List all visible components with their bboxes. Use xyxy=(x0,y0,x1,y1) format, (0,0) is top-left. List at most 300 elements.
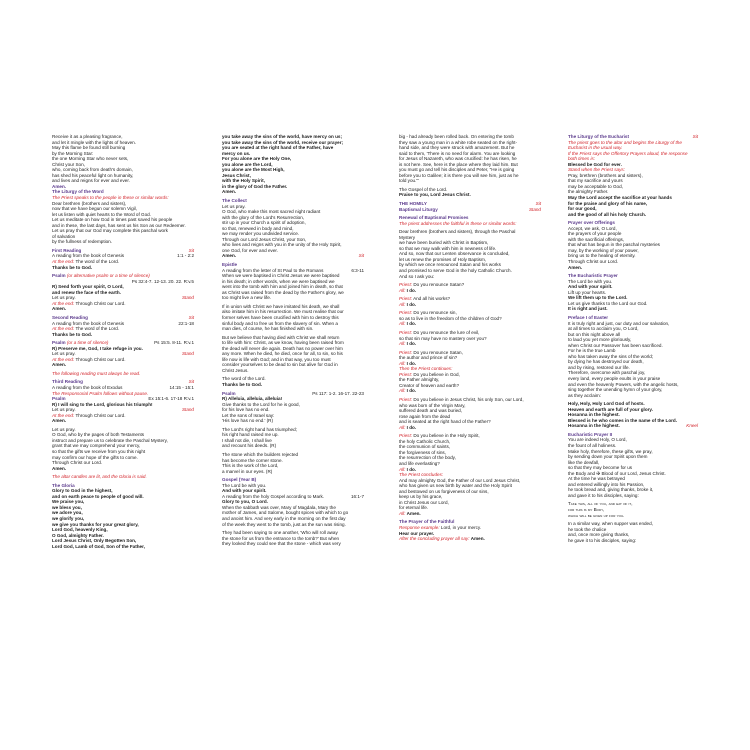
rubric: All: xyxy=(399,424,406,430)
text-line: O God, who by the pages of both Testaments xyxy=(52,432,145,438)
may-the-lord xyxy=(568,195,698,217)
text-line: the prayers of your people xyxy=(568,231,622,237)
amen: Amen. xyxy=(52,465,67,471)
text-line: Eucharist in the usual way. xyxy=(568,145,623,151)
reading-cite: 14:15 - 15:1 xyxy=(169,384,194,390)
psalm-cite: Ps 32:4-7. 12-13. 20. 22. R:v.5 xyxy=(131,278,194,284)
preface-heading: Preface I of Easter xyxy=(568,314,609,320)
rubric: Response example: xyxy=(399,525,440,530)
thanks-response: Thanks be to God. xyxy=(52,331,93,337)
response: Glory to you, O Lord. xyxy=(222,499,268,505)
response: The word of the Lord. xyxy=(222,376,266,382)
ep2-heading: Eucharistic Prayer II xyxy=(568,431,613,437)
text-line: by sending down your Spirit upon them xyxy=(568,454,648,460)
gospel-continued xyxy=(399,134,541,184)
offerings-heading: Prayer over Offerings xyxy=(568,220,615,226)
text-line: and entered willingly into his Passion, xyxy=(568,481,645,487)
rubric xyxy=(568,140,698,162)
text-line: we bless you, xyxy=(52,504,82,510)
text-line: now that we have begun our solemn Vigil, xyxy=(52,206,137,212)
dialogue: The Lord be with you. xyxy=(568,278,613,284)
rubric: All: xyxy=(399,388,406,394)
text-line: bring us to the healing of eternity. xyxy=(568,253,636,259)
question: Do you renounce Satan, xyxy=(413,349,463,355)
text-line: Dear brethren (brothers and sisters), xyxy=(52,200,127,206)
rubric: At the end: xyxy=(52,356,75,362)
epistle-paragraph xyxy=(222,304,364,332)
text-line: and lives and reigns for ever and ever. xyxy=(52,178,130,184)
text-line: every land, every people exults in your praise xyxy=(568,375,661,381)
rubric: At the end: xyxy=(52,300,75,306)
answer: I do. xyxy=(406,301,417,307)
text-line: one God, for ever and ever. xyxy=(222,247,278,253)
text-line: any more. When he died, he died, once for all, to sin, so his xyxy=(222,351,343,357)
text-line: If the Priest says the Offertory Prayers aloud, the response xyxy=(568,150,688,156)
text-line: you take away the sins of the world, have mercy on us; xyxy=(222,134,342,139)
text-line: hand side, and they were struck with amazement. But he xyxy=(399,145,515,151)
rubric: Priest: xyxy=(399,433,413,439)
baptismal-heading: Baptismal Liturgy xyxy=(399,206,438,212)
let-us-pray: Let us pray. xyxy=(52,426,76,432)
rubric: The Priest speaks to the people in these or similar words: xyxy=(52,195,169,201)
reading-ref: A reading from the holy Gospel according to Mark. xyxy=(222,493,325,499)
text-line: as Christ was raised from the dead by the Father's glory, we xyxy=(222,289,344,295)
text-line: When the sabbath was over, Mary of Magdala, Mary the xyxy=(222,504,336,510)
response: The word of the Lord. xyxy=(75,326,120,332)
text-line: Dear brethren (brothers and sisters), through the Paschal xyxy=(399,229,516,235)
rubric: Then the Priest continues: xyxy=(399,366,453,372)
rubric: Priest: xyxy=(399,329,413,335)
text-line: mercy on us. xyxy=(222,150,251,156)
text-line: by the Morning Star: xyxy=(52,150,94,156)
psalm-response: R) I will sing to the Lord, glorious his triumph! xyxy=(52,401,153,407)
text-line: told you."' xyxy=(399,178,419,184)
gospel-paragraph xyxy=(222,530,364,547)
text-line: and bestowed on us forgiveness of our sins, xyxy=(399,488,489,494)
text-line: Hosanna in the highest. xyxy=(568,412,620,418)
response: We lift them up to the Lord. xyxy=(568,295,628,301)
text-line: when Christ our Passover has been sacrificed. xyxy=(568,342,663,348)
text-line: let us renew the promises of Holy Baptism, xyxy=(399,256,487,262)
question: Do you renounce Satan? xyxy=(413,282,465,288)
psalm-heading: Psalm xyxy=(52,273,66,279)
text-line: in his death; in other words, when we were baptised we xyxy=(222,278,335,284)
gloria-heading: The Gloria xyxy=(52,482,75,488)
text-line: by which we once renounced Satan and his works xyxy=(399,262,501,268)
text-line: For you alone are the Holy One, xyxy=(222,156,292,162)
text-line: with the sacrificial offerings, xyxy=(568,236,625,242)
text-line: may, by the working of your power, xyxy=(568,247,639,253)
gospel-paragraph xyxy=(222,505,364,527)
collect-prayer xyxy=(52,432,194,465)
text-line: with the Holy Spirit, xyxy=(222,178,265,184)
text-line: former selves have been crucified with him to destroy this xyxy=(222,314,339,320)
text-line: Creator of heaven and earth? xyxy=(399,382,460,388)
amen: Amen. xyxy=(52,362,67,368)
section-heading-liturgy-word: The Liturgy of the Word xyxy=(52,189,104,195)
text-line: too might live a new life. xyxy=(222,295,272,301)
text-line: the Body and ✠ Blood of our Lord, Jesus Christ. xyxy=(568,470,666,476)
similar-way xyxy=(568,521,698,543)
response: Lord, in your mercy. xyxy=(440,525,482,530)
epistle-heading: Epistle xyxy=(222,262,238,268)
reading-cite: 6:3-11 xyxy=(351,267,364,273)
psalm-cite: Ps 15:5. 8-11. R:v.1 xyxy=(154,340,194,346)
dialogue: Let us give thanks to the Lord our God. xyxy=(568,300,648,306)
posture-stand: Stand xyxy=(181,295,194,301)
text-line: in Christ Jesus our Lord, xyxy=(399,499,449,505)
text-line: so that, renewed in body and mind, xyxy=(222,225,294,231)
response: Praise to you, Lord Jesus Christ. xyxy=(399,192,471,198)
text-line: for Jesus of Nazareth, who was crucified: he has risen, he xyxy=(399,156,517,162)
text-line: At the time he was betrayed xyxy=(568,476,625,482)
consecration-words xyxy=(568,501,698,518)
let-us-pray: Let us pray. xyxy=(52,407,76,413)
epistle-paragraph xyxy=(222,273,364,301)
text-line: Through Christ our Lord. xyxy=(52,460,103,466)
text-line: you alone are the Lord, xyxy=(222,161,273,167)
rubric: Priest: xyxy=(399,282,413,288)
text-line: who lives and reigns with you in the unity of the Holy Spirit, xyxy=(222,242,342,248)
rubric: All: xyxy=(399,321,406,327)
text-line: went into the tomb with him and joined him in death, so that xyxy=(222,284,343,290)
psalm-response: R) Alleluia, alleluia, alleluia! xyxy=(222,396,283,402)
rubric: At the end: xyxy=(52,326,75,332)
text-line: you are seated at the right hand of the Father, have xyxy=(222,145,334,151)
text-line: they looked they could see that the stone - which was very xyxy=(222,541,341,547)
let-us-pray: Let us pray. xyxy=(52,351,76,357)
text-line: the communion of saints, xyxy=(399,444,451,450)
column-1 xyxy=(52,134,194,549)
answer: I do. xyxy=(406,360,417,366)
posture-stand: Stand xyxy=(528,206,541,212)
rubric: (or a time of silence) xyxy=(66,340,109,346)
answer: I do. xyxy=(406,466,417,472)
eucharistic-prayer-heading: The Eucharistic Prayer xyxy=(568,273,618,279)
text-line: the Father almighty, xyxy=(399,377,440,383)
text-line: You are indeed Holy, O Lord, xyxy=(568,437,627,443)
question: Do you believe in God, xyxy=(413,371,460,377)
question: Do you believe in the Holy Spirit, xyxy=(413,433,480,439)
text-line: Receive it as a pleasing fragrance, xyxy=(52,134,123,139)
response: Blessed be God for ever. xyxy=(568,161,622,167)
text-line: for his love has no end. xyxy=(222,407,270,413)
response: It is right and just. xyxy=(568,306,608,312)
rubric: At the end: xyxy=(52,259,75,265)
amen: Amen. xyxy=(568,264,583,270)
text-line: said to them, 'There is no need for alarm. You are looking xyxy=(399,150,516,156)
psalm-response xyxy=(52,284,194,295)
posture-sit: Sit xyxy=(188,379,194,385)
text-line: It is truly right and just, our duty and our salvation, xyxy=(568,320,670,326)
priest-introduction xyxy=(52,201,194,245)
text-line: And so I ask you: xyxy=(399,273,435,279)
rubric: Priest: xyxy=(399,296,413,302)
rubric: All: xyxy=(399,341,406,347)
rubric: All: xyxy=(399,360,406,366)
text-line: a marvel in our eyes. (R) xyxy=(222,468,273,474)
text-line: may be acceptable to God, xyxy=(568,183,623,189)
text-line: may confirm our hope of the gifts to come. xyxy=(52,454,138,460)
psalm-cite: Ps 117: 1-2. 16-17. 22-23 xyxy=(312,390,364,396)
text-line: man dies, of course, he has finished with sin. xyxy=(222,326,314,332)
amen: Amen. xyxy=(52,418,67,424)
text-line: we may render you undivided service. xyxy=(222,231,300,237)
response: Through Christ our Lord. xyxy=(75,412,126,418)
text-line: In a similar way, when supper was ended, xyxy=(568,521,653,527)
third-reading-heading: Third Reading xyxy=(52,379,83,385)
text-line: sing together the unending hymn of your glory, xyxy=(568,387,663,393)
response: Through Christ our Lord. xyxy=(75,300,126,306)
text-line: the almighty Father. xyxy=(568,189,609,195)
text-line: that my sacrifice and yours xyxy=(568,178,623,184)
text-line: so that the gifts we receive from you this night xyxy=(52,448,146,454)
second-reading-heading: Second Reading xyxy=(52,314,88,320)
column-3 xyxy=(399,134,541,542)
reading-cite: 16:1-7 xyxy=(350,493,364,499)
text-line: at all times to acclaim you, O Lord, xyxy=(568,326,639,332)
text-line: Take this, all of you, and eat of it, xyxy=(568,501,633,507)
text-line: both times is: xyxy=(568,156,596,162)
answer: I do. xyxy=(406,388,417,394)
answer: I do. xyxy=(406,287,417,293)
psalm-heading: Psalm xyxy=(52,340,66,346)
text-line: the stone for us from the entrance to the tomb?' But when xyxy=(222,535,340,541)
rubric: All: xyxy=(399,301,406,307)
collect-heading: The Collect xyxy=(222,198,247,204)
text-line: R) Send forth your spirit, O Lord, xyxy=(52,284,124,290)
amen: Amen. xyxy=(406,510,421,516)
psalm-verse xyxy=(222,452,364,474)
text-line: and by rising, restored our life. xyxy=(568,364,630,370)
reading-ref: A reading from the book of Exodus xyxy=(52,384,123,390)
question: so that sin may have no mastery over you? xyxy=(399,335,487,341)
text-line: the fount of all holiness. xyxy=(568,442,617,448)
text-line: for this is my Body, xyxy=(568,507,605,512)
answer: I do. xyxy=(406,321,417,327)
text-line: Blessed is he who comes in the name of the Lord. xyxy=(568,417,677,423)
amen: Amen. xyxy=(470,536,485,542)
text-line: who has given us new birth by water and the Holy Spirit xyxy=(399,483,512,489)
thanks-response: Thanks be to God. xyxy=(222,381,263,387)
thanks-response: Thanks be to God. xyxy=(52,264,93,270)
text-line: And may almighty God, the Father of our Lord Jesus Christ, xyxy=(399,477,521,483)
text-line: May the Lord accept the sacrifice at your hands xyxy=(568,195,672,201)
question: Do you believe in Jesus Christ, his only Son, our Lord, xyxy=(413,396,524,402)
amen: Amen. xyxy=(222,189,237,195)
rubric: Priest: xyxy=(399,396,413,402)
psalm-heading: Psalm xyxy=(222,390,236,396)
response: And with your spirit. xyxy=(568,284,613,290)
amen: Amen. xyxy=(222,253,237,259)
text-line: also imitate him in his resurrection. We must realise that our xyxy=(222,309,344,315)
dialogue: Lift up your hearts. xyxy=(568,289,607,295)
text-line: in the glory of God the Father. xyxy=(222,183,288,189)
text-line: of salvation xyxy=(52,233,76,239)
text-line: Through our Lord Jesus Christ, your Son, xyxy=(222,236,307,242)
text-line: life now is life with God; and in that way, you too must xyxy=(222,356,331,362)
text-line: Let us pray. xyxy=(222,203,246,209)
answer: I do. xyxy=(406,341,417,347)
text-line: the forgiveness of sins, xyxy=(399,449,446,455)
text-line: and let it mingle with the lights of heaven. xyxy=(52,139,137,145)
text-line: 'His love has no end.' (R) xyxy=(222,418,274,424)
reading-ref: A reading from the book of Genesis xyxy=(52,320,125,326)
ep2-text xyxy=(568,437,698,498)
text-line: The priest goes to the altar and begins the Liturgy of the xyxy=(568,139,682,145)
rubric: At the end: xyxy=(52,412,75,418)
text-line: and life everlasting? xyxy=(399,460,440,466)
posture-sit: Sit xyxy=(535,201,541,207)
text-line: we give you thanks for your great glory, xyxy=(52,521,139,527)
text-line: his right hand raised me up. xyxy=(222,432,279,438)
text-line: grant that we may comprehend your mercy, xyxy=(52,443,141,449)
rubric: After the concluding prayer all say: xyxy=(399,536,470,542)
text-line: The Lord's right hand has triumphed; xyxy=(222,426,297,432)
amen: Amen. xyxy=(52,306,67,312)
preface-text xyxy=(568,321,698,399)
text-line: This is the work of the Lord, xyxy=(222,463,279,469)
text-line: Lord Jesus Christ, Only Begotten Son, xyxy=(52,538,137,544)
text-line: I shall not die, I shall live xyxy=(222,437,272,443)
text-line: the one Morning Star who never sets, xyxy=(52,156,129,162)
collect-text xyxy=(222,204,364,254)
sanctus xyxy=(568,401,698,423)
text-line: And so, now that our Lenten observance is concluded, xyxy=(399,251,510,257)
dialogue: The Lord be with you. xyxy=(222,482,267,488)
text-line: and, once more giving thanks, xyxy=(568,532,630,538)
text-line: Heaven and earth are full of your glory. xyxy=(568,406,653,412)
response: Through Christ our Lord. xyxy=(75,356,126,362)
gospel-heading: Gospel (Year B) xyxy=(222,477,257,483)
question: Do you renounce sin, xyxy=(413,310,457,316)
text-line: We praise you, xyxy=(52,499,85,505)
text-line: for our good, xyxy=(568,206,597,212)
text-line: that what has begun in the paschal mysteries xyxy=(568,242,660,248)
rubric: (or alternative psalm or a time of silence) xyxy=(66,273,150,279)
text-line: sinful body and to free us from the slavery of sin. When a xyxy=(222,320,338,326)
psalm-verse xyxy=(222,427,364,449)
text-line: the resurrection of the body, xyxy=(399,455,456,461)
text-line: and gave it to his disciples, saying: xyxy=(568,492,639,498)
text-line: has become the corner stone. xyxy=(222,457,283,463)
text-line: Holy, Holy, Holy Lord God of hosts. xyxy=(568,401,645,407)
text-line: for eternal life. xyxy=(399,505,429,511)
text-line: with the glory of the Lord's Resurrection, xyxy=(222,214,305,220)
text-line: and even the heavenly Powers, with the angelic hosts, xyxy=(568,381,679,387)
posture-sit: Sit xyxy=(692,134,698,139)
text-line: O God, almighty Father. xyxy=(52,532,104,538)
text-line: before you to Galilee; it is there you will see him, just as he xyxy=(399,172,519,178)
text-line: you take away the sins of the world, receive our prayer; xyxy=(222,139,344,145)
renewal-text xyxy=(399,229,541,279)
text-line: and on earth peace to people of good will. xyxy=(52,493,144,499)
renewal-heading: Renewal of Baptismal Promises xyxy=(399,215,469,221)
rubric: Priest: xyxy=(399,371,413,377)
response: The word of the Lord. xyxy=(75,259,120,265)
text-line: suffered death and was buried, xyxy=(399,408,462,414)
rubric: All: xyxy=(399,466,406,472)
text-line: and is seated at the right hand of the Father? xyxy=(399,419,491,425)
text-line: he gave it to his disciples, saying: xyxy=(568,537,637,543)
text-line: But we believe that having died with Christ we shall return xyxy=(222,334,340,340)
text-line: Christ your Son, xyxy=(52,161,85,167)
text-line: by dying he has destroyed our death, xyxy=(568,359,644,365)
rubric: The altar candles are lit, and the Gloria is said. xyxy=(52,474,147,480)
text-line: stir up in your Church a spirit of adoption, xyxy=(222,220,306,226)
text-line: so that we may walk with him in newness of life. xyxy=(399,245,497,251)
amen: Amen. xyxy=(52,183,67,189)
homily-heading: THE HOMILY xyxy=(399,201,427,207)
answer: I do. xyxy=(406,424,417,430)
prayer-faithful-heading: The Prayer of the Faithful xyxy=(399,519,455,525)
posture-stand: Stand xyxy=(181,351,194,357)
text-line: which will be given up for you. xyxy=(568,512,625,518)
text-line: like the dewfall, xyxy=(568,459,600,465)
text-line: The stone which the builders rejected xyxy=(222,451,299,457)
psalm-heading: Psalm xyxy=(52,396,66,402)
gloria-continued xyxy=(222,134,364,189)
posture-sit: Sit xyxy=(188,314,194,320)
text-line: keep us by his grace, xyxy=(399,494,443,500)
text-line: Christ Jesus. xyxy=(222,367,249,373)
text-line: Mystery xyxy=(399,234,416,240)
conclusion-text xyxy=(399,478,541,511)
text-line: instruct and prepare us to celebrate the Paschal Mystery, xyxy=(52,437,168,443)
text-line: Through Christ our Lord. xyxy=(568,259,619,265)
let-us-pray: Let us pray. xyxy=(52,295,76,301)
response: And with your spirit. xyxy=(222,488,267,494)
text-line: we have been buried with Christ in Baptism, xyxy=(399,240,489,246)
text-line: is not here. See, here is the place where they laid him. But xyxy=(399,161,518,167)
rubric: All: xyxy=(399,510,406,516)
text-line: O God, who make this most sacred night radiant xyxy=(222,209,321,215)
text-line: Make holy, therefore, these gifts, we pray, xyxy=(568,448,653,454)
text-line: mother of James, and Salome, bought spices with which to go xyxy=(222,510,349,516)
text-line: so that they may become for us xyxy=(568,465,633,471)
text-line: If in union with Christ we have imitated his death, we shall xyxy=(222,303,340,309)
text-line: rose again from the dead xyxy=(399,413,451,419)
first-reading-heading: First Reading xyxy=(52,247,82,253)
response: The Gospel of the Lord. xyxy=(399,186,448,192)
gloria-text xyxy=(52,488,194,549)
text-line: to laud you yet more gloriously, xyxy=(568,337,632,343)
text-line: by the fullness of redemption. xyxy=(52,239,113,245)
eucharist-heading: The Liturgy of the Eucharist xyxy=(568,134,629,139)
psalm-verse xyxy=(222,402,364,424)
rubric: All: xyxy=(399,287,406,293)
text-line: Therefore, overcome with paschal joy, xyxy=(568,370,646,376)
text-line: consider yourselves to be dead to sin but alive for God in xyxy=(222,362,338,368)
text-line: Lord God, Lamb of God, Son of the Father, xyxy=(52,543,145,549)
text-line: May this flame be found still burning xyxy=(52,145,126,151)
text-line: you alone are the Most High, xyxy=(222,167,285,173)
text-line: and recount his deeds. (R) xyxy=(222,443,277,449)
rubric: Priest: xyxy=(399,349,413,355)
text-line: as they acclaim: xyxy=(568,392,601,398)
rubric: Priest: xyxy=(399,310,413,316)
text-line: big - had already been rolled back. On entering the tomb xyxy=(399,134,514,139)
text-line: he took the chalice xyxy=(568,526,607,532)
text-line: and renew the face of the earth. xyxy=(52,289,121,295)
question xyxy=(399,377,541,388)
column-4 xyxy=(568,134,698,543)
text-line: Lord God, heavenly King, xyxy=(52,527,108,533)
text-line: but on this night above all xyxy=(568,331,621,337)
text-line: Let us pray that our God may complete this paschal work xyxy=(52,228,168,234)
posture-kneel: Kneel xyxy=(686,423,698,429)
text-line: the dead will never die again. Death has no power over him xyxy=(222,345,343,351)
